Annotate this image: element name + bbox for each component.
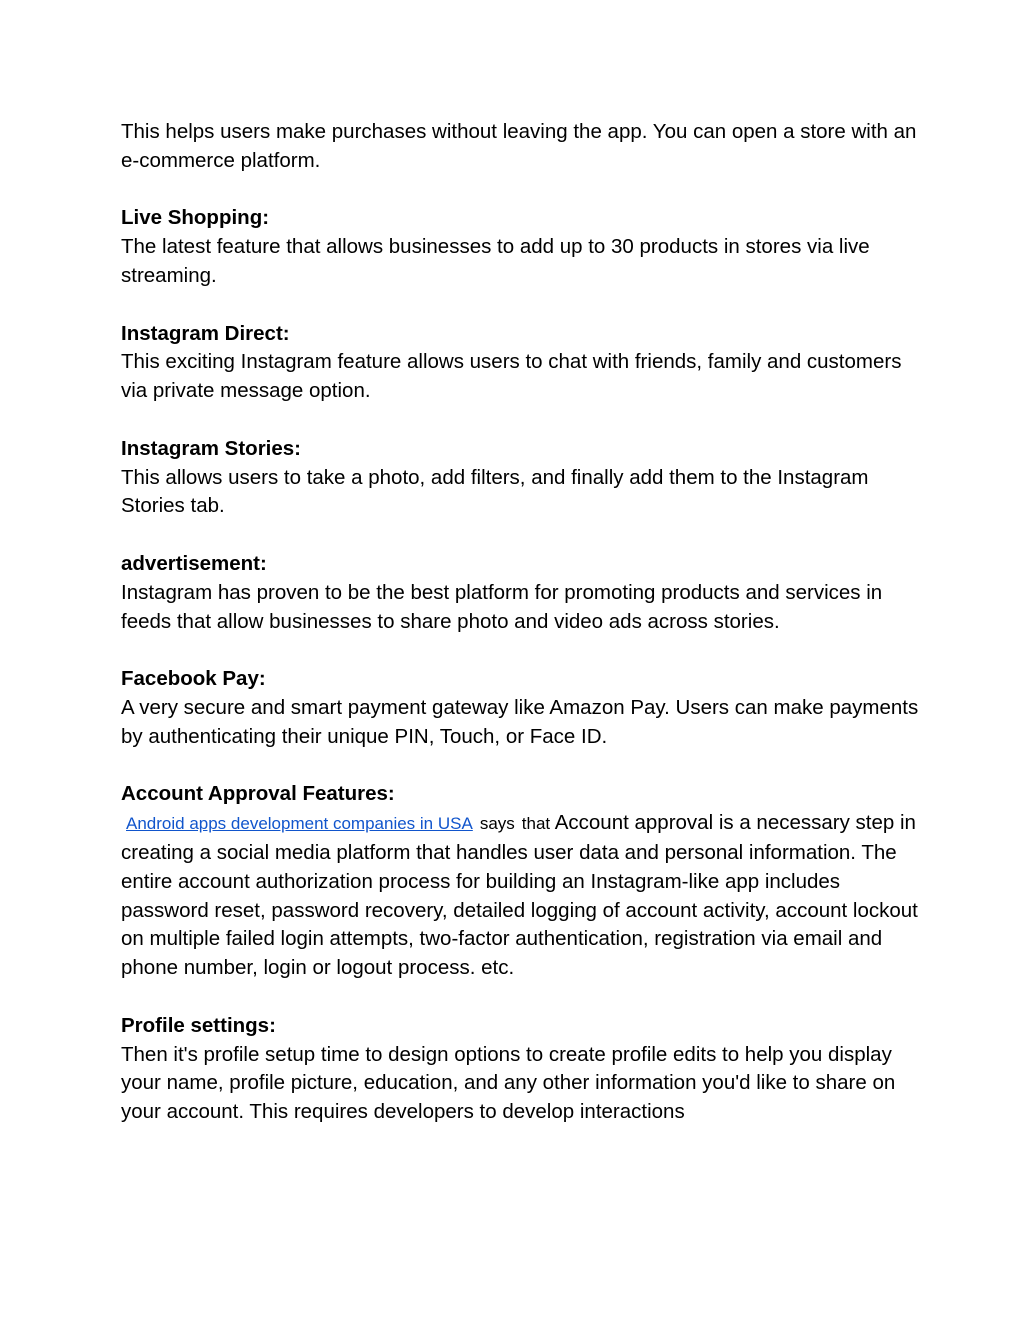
section-instagram-stories [121, 435, 921, 521]
section-heading: Instagram Stories: [121, 436, 301, 460]
section-advertisement [121, 550, 921, 636]
section-body: This exciting Instagram feature allows users to chat with friends, family and customers via private message option. [121, 350, 902, 403]
section-heading: Instagram Direct: [121, 321, 290, 345]
section-heading: Facebook Pay: [121, 667, 266, 691]
document-page [121, 118, 921, 1156]
section-body: Instagram has proven to be the best platform for promoting products and services in feeds that allow businesses to share photo and video ads across stories. [121, 580, 883, 633]
section-instagram-direct [121, 320, 921, 406]
section-heading: Profile settings: [121, 1013, 276, 1037]
section-body: Account approval is a necessary step in creating a social media platform that handles user data and personal information. The entire account authorization process for building an Instagram-like app includes password reset, password recovery, detailed logging of account activity, account lockout on multiple failed login attempts, two-factor authentication, registration via email and phone number, login or logout process. etc. [121, 811, 918, 980]
section-heading: Account Approval Features: [121, 782, 395, 806]
intro-paragraph [121, 118, 921, 176]
section-facebook-pay [121, 665, 921, 751]
section-body: A very secure and smart payment gateway like Amazon Pay. Users can make payments by authenticating their unique PIN, Touch, or Face ID. [121, 695, 919, 748]
section-profile-settings [121, 1012, 921, 1127]
section-body: Then it's profile setup time to design options to create profile edits to help you display your name, profile picture, education, and any other information you'd like to share on your account. This requires developers to develop interactions [121, 1042, 896, 1124]
says-text: says [479, 814, 515, 834]
android-apps-link[interactable]: Android apps development companies in USA [126, 814, 473, 834]
section-live-shopping [121, 204, 921, 290]
that-text: that [521, 814, 551, 834]
section-heading: Live Shopping: [121, 206, 270, 230]
section-heading: advertisement: [121, 551, 267, 575]
section-body: This allows users to take a photo, add filters, and finally add them to the Instagram Stories tab. [121, 465, 869, 518]
section-body: The latest feature that allows businesses to add up to 30 products in stores via live streaming. [121, 235, 870, 287]
intro-text: This helps users make purchases without leaving the app. You can open a store with an e-commerce platform. [121, 120, 917, 172]
section-account-approval [121, 780, 921, 983]
